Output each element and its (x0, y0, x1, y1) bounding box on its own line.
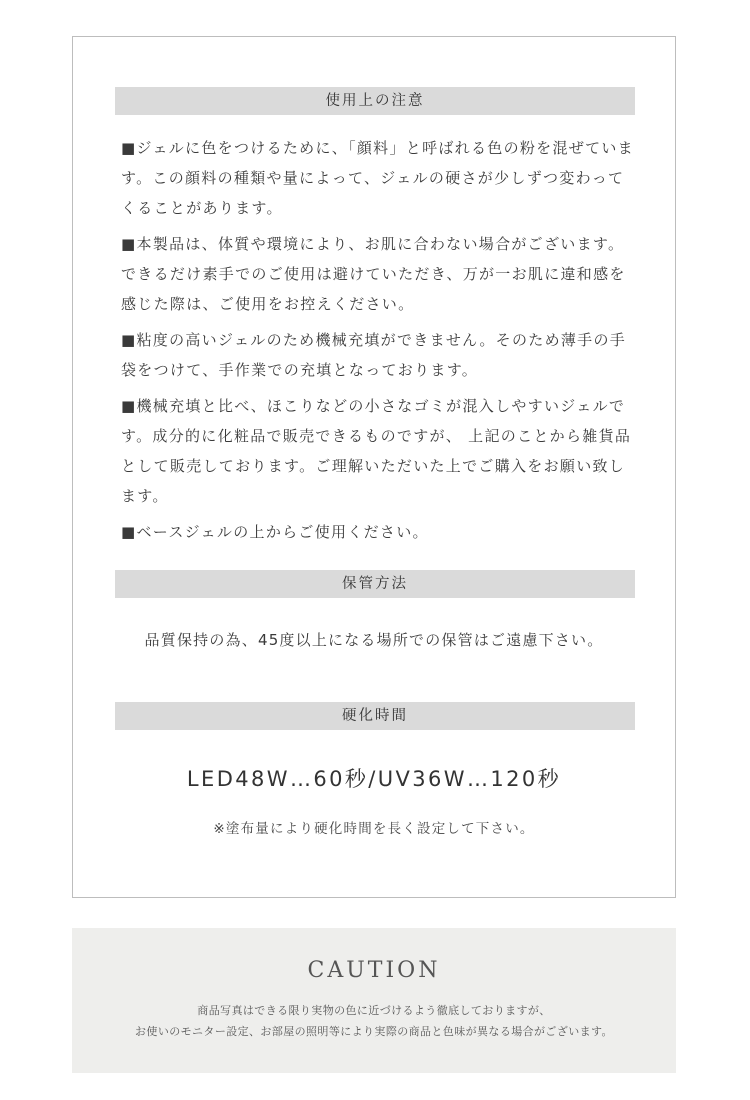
notice-panel (72, 36, 676, 898)
caution-line-2: お使いのモニター設定、お部屋の照明等により実際の商品と色味が異なる場合がございます。 (135, 1025, 613, 1038)
precaution-item: ■ジェルに色をつけるために、「顔料」と呼ばれる色の粉を混ぜています。この顔料の種類や量によって、ジェルの硬さが少しずつ変わってくることがあります。 (121, 139, 634, 217)
precaution-item: ■粘度の高いジェルのため機械充填ができません。そのため薄手の手袋をつけて、手作業での充填となっております。 (121, 331, 627, 379)
curing-time: LED48W…60秒/UV36W…120秒 (186, 767, 562, 791)
caution-line-1: 商品写真はできる限り実物の色に近づけるよう徹底しておりますが、 (197, 1004, 551, 1017)
caution-panel (72, 928, 676, 1073)
precaution-item: ■本製品は、体質や環境により、お肌に合わない場合がございます。できるだけ素手でのご使用は避けていただき、万が一お肌に違和感を感じた際は、ご使用をお控えください。 (121, 235, 626, 313)
storage-heading: 保管方法 (115, 570, 635, 598)
curing-note: ※塗布量により硬化時間を長く設定して下さい。 (213, 821, 535, 837)
caution-title: CAUTION (307, 958, 441, 983)
precaution-item: ■ベースジェルの上からご使用ください。 (121, 523, 429, 541)
precautions-heading: 使用上の注意 (115, 87, 635, 115)
precautions-list (121, 133, 639, 553)
precaution-item: ■機械充填と比べ、ほこりなどの小さなゴミが混入しやすいジェルです。成分的に化粧品で販売できるものですが、 上記のことから雑貨品として販売しております。ご理解いただいた上でご購入をお願い致します。 (121, 397, 632, 505)
curing-heading: 硬化時間 (115, 702, 635, 730)
storage-text: 品質保持の為、45度以上になる場所での保管はご遠慮下さい。 (144, 631, 604, 649)
